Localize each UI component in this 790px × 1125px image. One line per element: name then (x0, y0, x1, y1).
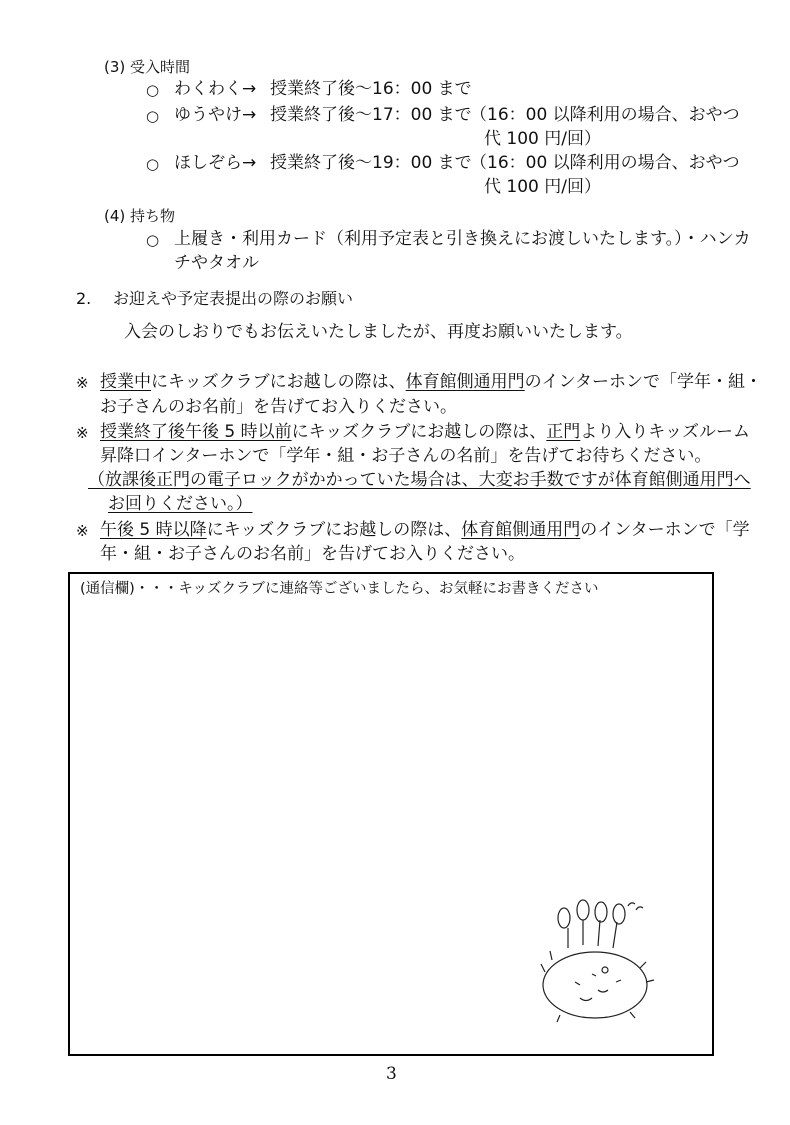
program-note-cont: 代 100 円/回） (484, 177, 601, 197)
program-time: 授業終了後〜19：00 まで (270, 153, 472, 173)
section-3-heading: (3) 受入時間 (104, 58, 191, 76)
note-mark: ※ (76, 374, 89, 392)
note-2-emphasis-time: 授業終了後午後 5 時以前 (100, 422, 292, 442)
program-name: わくわく→ (174, 79, 257, 99)
bullet-circle: ○ (146, 231, 160, 249)
belongings-line1: 上履き・利用カード（利用予定表と引き換えにお渡しいたします。）・ハンカ (174, 229, 751, 249)
program-name: ほしぞら→ (174, 153, 257, 173)
program-time: 授業終了後〜16：00 まで (270, 79, 472, 99)
note-mark: ※ (76, 522, 89, 540)
belongings-line2: チやタオル (174, 253, 259, 273)
note-3-line1 (100, 520, 750, 540)
program-name: ゆうやけ→ (174, 105, 257, 125)
section-2-title: お迎えや予定表提出の際のお願い (113, 289, 354, 308)
page-number: 3 (386, 1064, 397, 1084)
doodle-illustration (520, 890, 670, 1030)
note-2-emphasis-gate: 正門 (546, 422, 581, 442)
section-2-number: 2. (76, 289, 92, 308)
note-1-line2: お子さんのお名前」を告げてお入りください。 (100, 397, 457, 417)
note-1-emphasis-gate: 体育館側通用門 (405, 372, 525, 392)
program-note: （16：00 以降利用の場合、おやつ (470, 105, 740, 125)
program-note-cont: 代 100 円/回） (484, 129, 601, 149)
note-3-text-b: のインターホンで「学 (580, 520, 750, 540)
note-3-line2: 年・組・お子さんのお名前」を告げてお入りください。 (100, 544, 525, 564)
note-3-text-a: にキッズクラブにお越しの際は、 (206, 520, 462, 540)
bullet-circle: ○ (146, 81, 160, 99)
note-1-text-b: のインターホンで「学年・組・ (524, 372, 762, 392)
section-2-intro: 入会のしおりでもお伝えいたしましたが、再度お願いいたします。 (124, 322, 633, 342)
note-2-text-a: にキッズクラブにお越しの際は、 (291, 422, 547, 442)
note-2-text-b: より入りキッズルーム (580, 422, 750, 442)
note-mark: ※ (76, 424, 89, 442)
note-1-line1 (100, 372, 762, 392)
note-2-line2: 昇降口インターホンで「学年・組・お子さんの名前」を告げてお待ちください。 (100, 446, 712, 466)
section-4-heading: (4) 持ち物 (104, 207, 176, 225)
note-paren-line1: （放課後正門の電子ロックがかかっていた場合は、大変お手数ですが体育館側通用門へ (88, 470, 751, 490)
bullet-circle: ○ (146, 107, 160, 125)
note-1-text-a: にキッズクラブにお越しの際は、 (151, 372, 406, 392)
note-1-emphasis-time: 授業中 (100, 372, 151, 392)
communication-box-label: (通信欄)・・・キッズクラブに連絡等ございましたら、お気軽にお書きください (80, 581, 599, 597)
note-2-line1 (100, 422, 750, 442)
program-note: （16：00 以降利用の場合、おやつ (470, 153, 740, 173)
note-3-emphasis-time: 午後 5 時以降 (100, 520, 207, 540)
note-3-emphasis-gate: 体育館側通用門 (461, 520, 581, 540)
program-time: 授業終了後〜17：00 まで (270, 105, 472, 125)
bullet-circle: ○ (146, 155, 160, 173)
note-paren-line2: お回りください。） (108, 494, 253, 514)
